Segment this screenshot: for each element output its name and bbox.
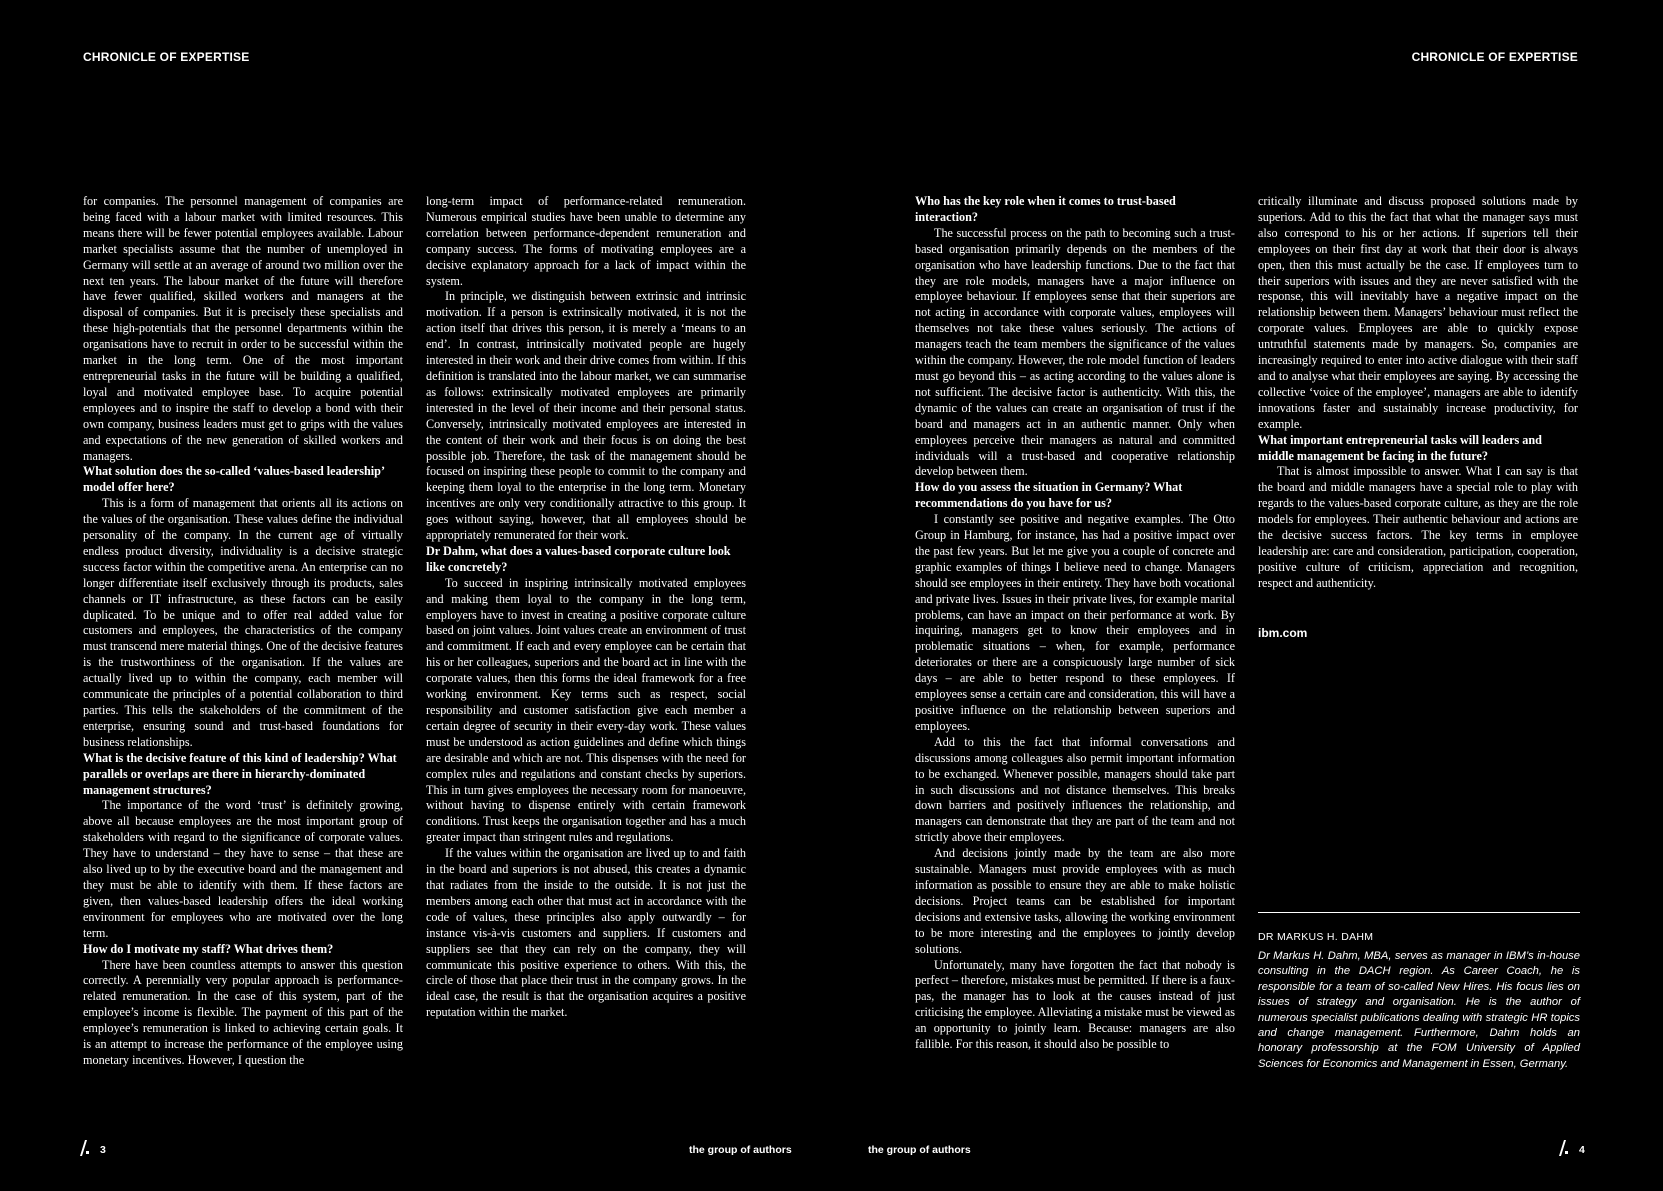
text-column-4 [1258, 194, 1578, 592]
brand-logo-icon [1555, 1140, 1569, 1156]
page-number-right: 4 [1579, 1144, 1585, 1156]
interview-question: How do I motivate my staff? What drives them? [83, 941, 334, 956]
body-paragraph: Add to this the fact that informal conversations and discussions among colleagues also permit important information to be exchanged. Whenever possible, managers should take part in such discussions and not distance themselves. This breaks down barriers and positively influences the relationship, and managers can demonstrate that they are part of the team and not strictly above their employees. [915, 734, 1235, 845]
interview-question: Dr Dahm, what does a values-based corporate culture look like concretely? [426, 543, 731, 574]
body-paragraph: There have been countless attempts to answer this question correctly. A perennially very popular approach is performance-related remuneration. In the case of this system, part of the employee’s income is flexible. The payment of this part of the employee’s remuneration is linked to achieving certain goals. It is an attempt to increase the performance of the employee using monetary incentives. However, I question the [83, 957, 403, 1067]
body-paragraph: And decisions jointly made by the team are also more sustainable. Managers must provide employees with as much information as possible to ensure they are able to make holistic decisions. Project teams can be established for important decisions and extensive tasks, allowing the working environment to be more interesting and the employees to jointly develop solutions. [915, 846, 1235, 956]
text-column-3 [915, 194, 1235, 1053]
body-paragraph: critically illuminate and discuss proposed solutions made by superiors. Add to this the fact that what the manager says must also correspond to his or her actions. If superiors tell their employees on their first day at work that their door is always open, then this must actually be the case. If employees turn to their superiors with issues and they are never satisfied with the response, this will inevitably have a negative impact on the relationship between them. Managers’ behaviour must reflect the corporate values. Employees are able to quickly expose untruthful statements made by managers. So, companies are increasingly required to enter into active dialogue with their staff and to analyse what their employees are saying. By accessing the collective ‘voice of the employee’, managers are able to identify innovations faster and sustainably increase productivity, for example. [1258, 194, 1578, 431]
text-column-1 [83, 194, 403, 1069]
interview-question: How do you assess the situation in Germany? What recommendations do you have for us? [915, 480, 1183, 511]
body-paragraph: I constantly see positive and negative examples. The Otto Group in Hamburg, for instance, has had a positive impact over the past few years. But let me give you a couple of concrete and graphic examples of things I believe need to change. Managers should see employees in their entirety. They have both vocational and private lives. Issues in their private lives, for example marital problems, can have an impact on their performance at work. By inquiring, managers get to know their employees and in problematic situations – when, for example, performance deteriorates or there are a conspicuously large number of sick days – are able to better respond to these employees. If employees sense a certain care and consideration, this will have a positive influence on the relationship between superiors and employees. [915, 512, 1235, 733]
website-link[interactable]: ibm.com [1258, 626, 1308, 640]
body-paragraph: for companies. The personnel management of companies are being faced with a labour market with limited resources. This means there will be fewer potential employees available. Labour market specialists assume that the number of unemployed in Germany will settle at an average of around two million over the next ten years. The labour market of the future will therefore have fewer qualified, skilled workers and managers at the disposal of companies. But it is precisely these specialists and these high-potentials that the personnel departments within the organisations have to recruit in order to be successful within the market in the long term. One of the most important entrepreneurial tasks in the future will be building a qualified, loyal and motivated employee base. To acquire potential employees and to inspire the staff to develop a bond with their own company, business leaders must get to grips with the values and expectations of the new generation of skilled workers and managers. [83, 194, 403, 463]
footer-brand-left: the group of authors [689, 1144, 792, 1156]
page-number-left: 3 [100, 1144, 106, 1156]
interview-question: Who has the key role when it comes to trust-based interaction? [915, 194, 1176, 224]
body-paragraph: This is a form of management that orients all its actions on the values of the organisation. These values define the individual personality of the company. In the current age of virtually endless product diversity, individuality is a decisive strategic success factor within the competitive arena. An enterprise can no longer differentiate itself exclusively through its products, sales channels or IT infrastructure, as these factors can be easily duplicated. To be unique and to offer real added value for customers and employees, the characteristics of the company must transcend mere material things. One of the decisive features is the trustworthiness of the organisation. If the values are actually lived up to within the company, each member will communicate the principles of a potential collaboration to third parties. This tells the stakeholders of the commitment of the enterprise, ensuring sound and trust-based foundations for business relationships. [83, 496, 403, 749]
text-column-2 [426, 194, 746, 1021]
interview-question: What solution does the so-called ‘values-based leadership’ model offer here? [83, 464, 385, 495]
body-paragraph: If the values within the organisation are lived up to and faith in the board and superiors is not abused, this creates a dynamic that radiates from the inside to the outside. It is not just the members among each other that must act in accordance with the code of values, these principles also apply outwardly – for instance vis-à-vis customers and suppliers. If customers and suppliers see that they can rely on the company, they will communicate this positive experience to others. With this, the circle of those that place their trust in the company grows. In the ideal case, the result is that the organisation acquires a positive reputation within the market. [426, 846, 746, 1020]
body-paragraph: long-term impact of performance-related remuneration. Numerous empirical studies have been unable to determine any correlation between performance-dependent remuneration and company success. The forms of motivating employees are a decisive explanatory approach for a lack of impact within the system. [426, 194, 746, 288]
body-paragraph: To succeed in inspiring intrinsically motivated employees and making them loyal to the company in the long term, employers have to invest in creating a positive corporate culture based on joint values. Joint values create an environment of trust and commitment. If each and every employee can be certain that his or her colleagues, superiors and the board act in line with the corporate values, then this forms the ideal framework for a free working environment. Key terms such as respect, social responsibility and customer satisfaction give each member a certain degree of security in their every-day work. These values must be understood as action guidelines and define which things are desirable and which are not. This dispenses with the need for complex rules and regulations and constant checks by superiors. This in turn gives employees the necessary room for manoeuvre, without having to dispense entirely with certain framework conditions. Trust keeps the organisation together and has a much greater impact than stringent rules and regulations. [426, 575, 746, 845]
running-header-right: CHRONICLE OF EXPERTISE [1411, 50, 1578, 64]
bio-divider [1258, 912, 1580, 913]
author-description: Dr Markus H. Dahm, MBA, serves as manager in IBM’s in-house consulting in the DACH region. As Career Coach, he is responsible for a team of so-called New Hires. His focus lies on issues of strategy and organisation. He is the author of numerous specialist publications dealing with strategic HR topics and change management. Furthermore, Dahm holds an honorary professorship at the FOM University of Applied Sciences for Economics and Management in Essen, Germany. [1258, 950, 1580, 1070]
body-paragraph: In principle, we distinguish between extrinsic and intrinsic motivation. If a person is extrinsically motivated, it is not the action itself that drives this person, it is merely a ‘means to an end’. In contrast, intrinsically motivated people are hugely interested in their work and their drive comes from within. If this definition is translated into the labour market, we can summarise as follows: extrinsically motivated employees are primarily interested in the level of their income and their personal status. Conversely, intrinsically motivated employees are interested in the content of their work and their focus is on doing the best possible job. Therefore, the task of the management should be focused on inspiring these people to commit to the company and keeping them loyal to the enterprise in the long term. Monetary incentives are only very conditionally attractive to this group. It goes without saying, however, that all employees should be appropriately remunerated for their work. [426, 289, 746, 543]
author-bio [1258, 912, 1580, 1072]
brand-logo-icon [76, 1140, 90, 1156]
running-header-left: CHRONICLE OF EXPERTISE [83, 50, 250, 64]
body-paragraph: That is almost impossible to answer. What I can say is that the board and middle managers have a special role to play with regards to the values-based corporate culture, as they are the role models for employees. Their authentic behaviour and actions are the decisive success factors. The key terms in employee leadership are: care and consideration, participation, cooperation, positive culture of criticism, appreciation and recognition, respect and authenticity. [1258, 464, 1578, 590]
body-paragraph: The importance of the word ‘trust’ is definitely growing, above all because employees are the most important group of stakeholders with regard to the significance of corporate values. They have to understand – they have to sense – that these are also lived up to by the executive board and the management and they must be able to identify with them. If these factors are given, then values-based leadership offers the ideal working environment for employees who are motivated over the long term. [83, 798, 403, 940]
footer-brand-right: the group of authors [868, 1144, 971, 1156]
body-paragraph: Unfortunately, many have forgotten the fact that nobody is perfect – therefore, mistakes must be permitted. If there is a faux-pas, the manager has to look at the causes instead of just criticising the employee. Alleviating a mistake must be viewed as an opportunity to jointly learn. Because: managers are also fallible. For this reason, it should also be possible to [915, 957, 1235, 1052]
interview-question: What important entrepreneurial tasks will leaders and middle management be facing in the future? [1258, 432, 1542, 463]
author-name: DR MARKUS H. DAHM [1258, 931, 1374, 943]
body-paragraph: The successful process on the path to becoming such a trust-based organisation primarily depends on the members of the organisation who have leadership functions. Due to the fact that they are role models, managers have a major influence on employee behaviour. If employees sense that their superiors are not acting in accordance with corporate values, employees will themselves not take these values seriously. The actions of managers teach the team members the significance of the values within the company. However, the role model function of leaders must go beyond this – as acting according to the values alone is not sufficient. The decisive factor is authenticity. With this, the dynamic of the values can create an organisation of trust if the board and managers act in an authentic manner. Only when employees perceive their managers as natural and committed individuals will a trust-based and cooperative relationship develop between them. [915, 225, 1235, 479]
interview-question: What is the decisive feature of this kind of leadership? What parallels or overlaps are there in hierarchy-dominated management structures? [83, 750, 397, 797]
